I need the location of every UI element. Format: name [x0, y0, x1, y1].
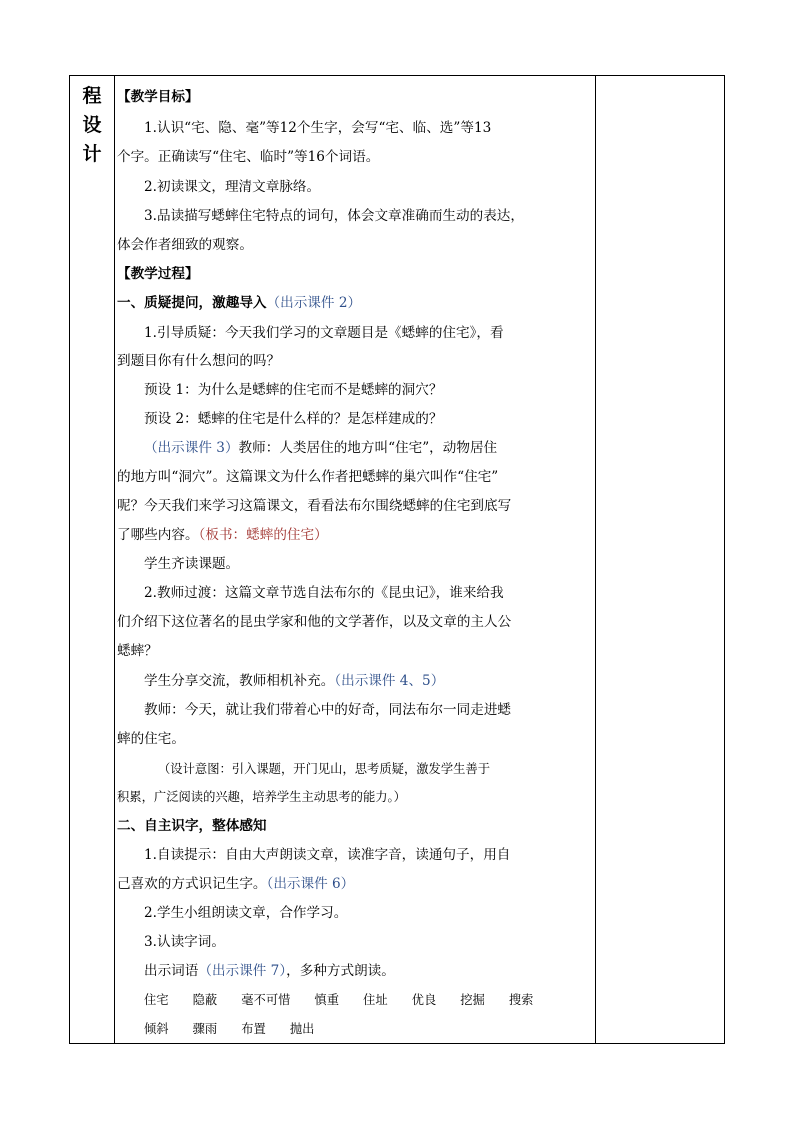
- vocab-word: 毫不可惜: [241, 993, 291, 1007]
- paragraph-line: 蟋蟀？: [117, 643, 158, 659]
- paragraph-line: 1.自读提示：自由大声朗读文章，读准字音，读通句子，用自: [144, 847, 511, 863]
- label-char: 程: [82, 85, 102, 107]
- courseware-ref: （出示课件 4、5）: [334, 673, 445, 689]
- objective-line: 体会作者细致的观察。: [117, 237, 253, 253]
- vocab-word: 布置: [241, 1022, 266, 1036]
- paragraph-line: [144, 671, 444, 691]
- paragraph-text: 出示词语: [144, 963, 199, 979]
- vocab-word: 搜索: [508, 993, 534, 1007]
- paragraph-text: 了哪些内容。: [117, 527, 199, 543]
- preset-line: 预设 1：为什么是蟋蟀的住宅而不是蟋蟀的洞穴？: [144, 382, 443, 398]
- board-note: （板书：蟋蟀的住宅）: [198, 527, 328, 543]
- preset-line: 预设 2：蟋蟀的住宅是什么样的？是怎样建成的？: [144, 411, 443, 427]
- paragraph-text: ，多种方式朗读。: [286, 963, 395, 979]
- vocab-word: 隐蔽: [192, 993, 218, 1007]
- paragraph-line: 2.教师过渡：这篇文章节选自法布尔的《昆虫记》，谁来给我: [144, 585, 504, 601]
- objectives-title: 【教学目标】: [117, 89, 199, 105]
- objective-line: 3.品读描写蟋蟀住宅特点的词句，体会文章准确而生动的表达，: [144, 208, 524, 224]
- paragraph-line: 教师：今天，就让我们带着心中的好奇，同法布尔一同走进蟋: [144, 702, 512, 718]
- label-char: 设: [82, 114, 102, 136]
- vocab-word: 慎重: [314, 993, 340, 1007]
- vocab-word: 优良: [411, 993, 437, 1007]
- courseware-ref: （出示课件 2）: [266, 295, 362, 311]
- paragraph-line: [144, 961, 395, 981]
- column-divider: [595, 76, 596, 1043]
- courseware-ref: （出示课件 6）: [266, 876, 355, 892]
- paragraph-line: 呢？今天我们来学习这篇课文，看看法布尔围绕蟋蟀的住宅到底写: [117, 498, 512, 514]
- objective-line: 个字。正确读写“住宅、临时”等16个词语。: [117, 149, 380, 165]
- paragraph-line: 们介绍下这位著名的昆虫学家和他的文学著作，以及文章的主人公: [117, 614, 512, 630]
- label-char: 计: [82, 143, 102, 165]
- paragraph-line: [117, 525, 328, 545]
- design-note: （设计意图：引入课题，开门见山，思考质疑，激发学生善于: [158, 762, 491, 776]
- paragraph-text: 教师：人类居住的地方叫“住宅”，动物居住: [238, 440, 498, 456]
- word-list-row: [144, 1019, 338, 1039]
- paragraph-line: 学生齐读课题。: [144, 556, 240, 572]
- vocab-word: 骤雨: [192, 1022, 218, 1036]
- paragraph-line: 蟀的住宅。: [117, 731, 185, 747]
- section1-title: 一、质疑提问，激趣导入: [117, 295, 267, 311]
- paragraph-line: 2.学生小组朗读文章，合作学习。: [144, 905, 348, 921]
- paragraph-line: [144, 438, 497, 458]
- courseware-ref: （出示课件 3）: [144, 440, 239, 456]
- column-divider: [114, 76, 115, 1043]
- design-note: 积累，广泛阅读的兴趣，培养学生主动思考的能力。）: [117, 790, 406, 804]
- vocab-word: 挖掘: [460, 993, 485, 1007]
- paragraph-text: 学生分享交流，教师相机补充。: [144, 673, 335, 689]
- vocab-word: 抛出: [289, 1022, 315, 1036]
- process-title: 【教学过程】: [117, 266, 199, 282]
- vocab-word: 倾斜: [144, 1022, 169, 1036]
- paragraph-line: 3.认读字词。: [144, 934, 225, 950]
- paragraph-text: 己喜欢的方式识记生字。: [117, 876, 267, 892]
- section-label: [70, 76, 114, 169]
- objective-line: 2.初读课文，理清文章脉络。: [144, 179, 321, 195]
- paragraph-line: 的地方叫“洞穴”。这篇课文为什么作者把蟋蟀的巢穴叫作“住宅”: [117, 469, 499, 485]
- section1-heading: [117, 293, 361, 313]
- paragraph-line: 1.引导质疑：今天我们学习的文章题目是《蟋蟀的住宅》，看: [144, 325, 504, 341]
- vocab-word: 住宅: [144, 993, 169, 1007]
- section2-title: 二、自主识字，整体感知: [117, 818, 267, 834]
- vocab-word: 住址: [363, 993, 388, 1007]
- lesson-table: [69, 75, 725, 1044]
- paragraph-line: [117, 874, 354, 894]
- paragraph-line: 到题目你有什么想问的吗？: [117, 353, 281, 369]
- objective-line: 1.认识“宅、隐、毫”等12个生字，会写“宅、临、选”等13: [144, 120, 492, 136]
- courseware-ref: （出示课件 7）: [198, 963, 287, 979]
- word-list-row: [144, 990, 557, 1010]
